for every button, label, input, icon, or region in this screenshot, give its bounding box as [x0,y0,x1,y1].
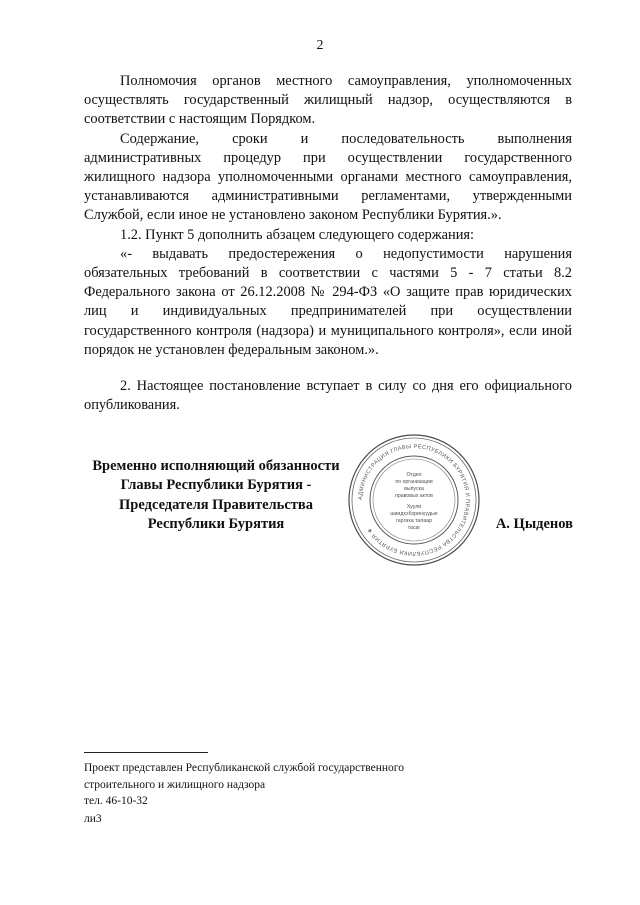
paragraph-item-1-2: 1.2. Пункт 5 дополнить абзацем следующего содержания: [120,226,475,243]
seal-center-line: правовых актов [395,493,433,499]
official-seal [346,432,482,568]
signatory-title-line: Председателя Правительства [119,496,313,513]
signatory-title [84,457,348,535]
footer-note [84,760,504,810]
document-body [84,72,572,415]
official-seal-graphic [346,432,482,568]
signatory-name: А. Цыденов [495,516,573,532]
seal-center-line: шиидхэбэринүүдые [390,511,438,517]
seal-center-line: Хуули [406,504,422,510]
signatory-title-line: Временно исполняющий обязанности [92,458,340,474]
footer-line: строительного и жилищного надзора [84,778,266,791]
paragraph-procedures: Содержание, сроки и последовательность выполнения административных процедур при осуществлении государственного жилищного надзора уполномоченными органами местного самоуправления, устанавливаются административными регламентами, утвержденными Службой, если иное не установлено законом Республики Бурятия.». [84,130,572,224]
seal-center-line: выпуска [404,486,424,492]
paragraph-warnings: «- выдавать предостережения о недопустимости нарушения обязательных требований в соответствии с частями 5 - 7 статьи 8.2 Федерального закона от 26.12.2008 № 294-ФЗ «О защите прав юридических лиц и индивидуальных предпринимателей при осуществлении государственного контроля (надзора) и муниципального контроля», если иной порядок не установлен федеральным законом.». [84,245,572,358]
footnote-divider [84,752,208,753]
signatory-title-line: Главы Республики Бурятия - [120,477,312,494]
seal-center-line: Отдел [406,472,422,478]
executor-code: ли3 [84,813,102,825]
footer-line: Проект представлен Республиканской службой государственного [84,762,404,774]
paragraph-effective-date: 2. Настоящее постановление вступает в силу со дня его официального опубликования. [84,378,572,414]
seal-center-line: по организации [395,479,433,485]
svg-text:АДМИНИСТРАЦИЯ ГЛАВЫ РЕСПУБЛИКИ: АДМИНИСТРАЦИЯ ГЛАВЫ РЕСПУБЛИКИ БУРЯТИЯ И ПРАВИТЕЛЬСТВА РЕСПУБЛИКИ БУРЯТИЯ ★ [357,443,471,557]
page-number: 2 [316,38,324,53]
signatory-title-line: Республики Бурятия [147,516,285,533]
seal-center-line: гаргаха талаар [396,518,432,524]
seal-center-line: тасаг [407,525,421,531]
paragraph-powers: Полномочия органов местного самоуправления, уполномоченных осуществлять государственный жилищный надзор, осуществляются в соответствии с настоящим Порядком. [84,73,572,128]
footer-phone: тел. 46-10-32 [84,795,148,807]
